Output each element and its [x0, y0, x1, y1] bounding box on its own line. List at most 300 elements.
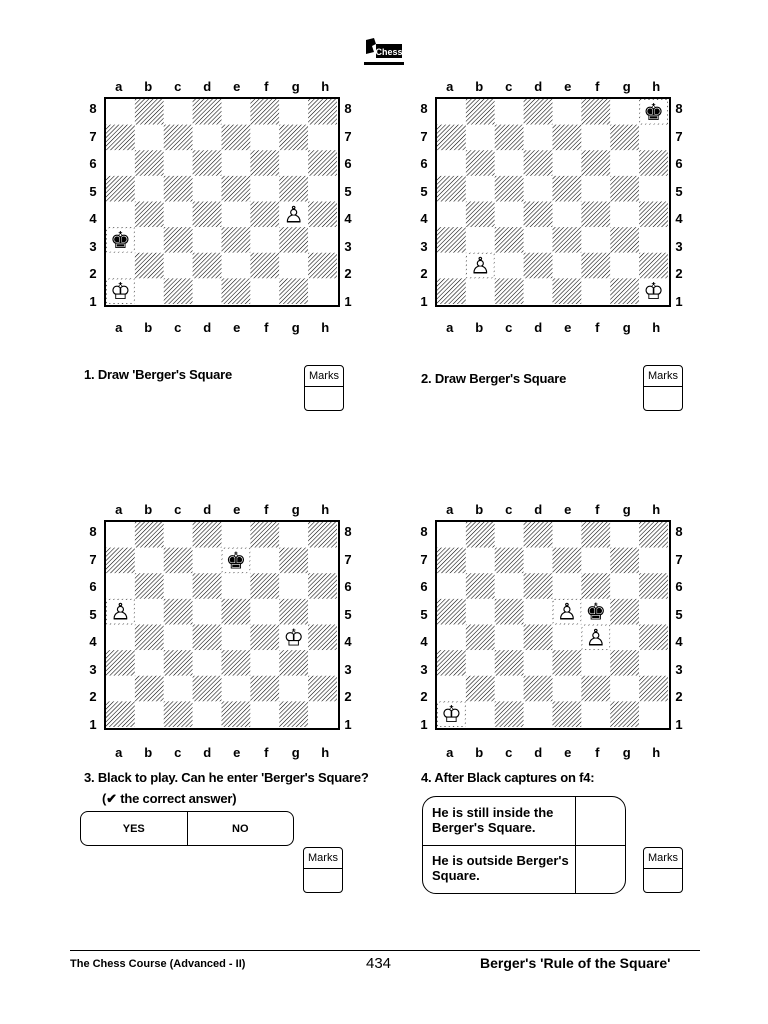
light-square [135, 650, 164, 676]
file-label: b [144, 502, 153, 517]
light-square [553, 150, 582, 176]
dark-square [135, 625, 164, 651]
dark-square [250, 573, 279, 599]
dark-square [524, 202, 553, 228]
file-label: e [564, 79, 572, 94]
file-label: f [595, 745, 600, 760]
question-1: 1. Draw 'Berger's Square [84, 367, 233, 382]
light-square [610, 625, 639, 651]
rank-label: 4 [344, 211, 352, 226]
dark-square [581, 253, 610, 279]
dark-square [437, 548, 466, 574]
light-square [581, 548, 610, 574]
file-label: a [446, 745, 454, 760]
light-square [553, 573, 582, 599]
light-square [222, 150, 251, 176]
file-label: b [475, 745, 484, 760]
dark-square [106, 548, 135, 574]
light-square [610, 573, 639, 599]
light-square [164, 573, 193, 599]
rank-label: 3 [420, 661, 428, 677]
dark-square [164, 125, 193, 151]
light-square [164, 99, 193, 125]
dark-square [524, 99, 553, 125]
ranks-right-2 [672, 101, 686, 311]
dark-square [553, 650, 582, 676]
file-label: f [264, 320, 269, 335]
light-square [222, 676, 251, 702]
dark-square [495, 176, 524, 202]
white-pawn-icon: ♙ [585, 625, 607, 652]
rank-label: 8 [675, 101, 683, 116]
dark-square [610, 176, 639, 202]
dark-square [164, 548, 193, 574]
dark-square [222, 650, 251, 676]
dark-square [639, 253, 668, 279]
rank-label: 1 [420, 716, 428, 732]
light-square [581, 176, 610, 202]
light-square [639, 125, 668, 151]
files-top-1 [104, 79, 344, 93]
file-label: e [233, 320, 241, 335]
rank-label: 7 [344, 551, 352, 567]
file-label: f [595, 320, 600, 335]
file-label: d [534, 320, 543, 335]
rank-label: 4 [89, 211, 97, 226]
logo-text: Chess [375, 47, 403, 57]
dark-square [553, 278, 582, 304]
files-bottom-1 [104, 320, 344, 334]
dark-square [553, 176, 582, 202]
dark-square [193, 676, 222, 702]
light-square [610, 99, 639, 125]
files-bottom-4 [435, 745, 675, 759]
light-square [135, 599, 164, 625]
light-square [193, 548, 222, 574]
file-label: a [446, 502, 454, 517]
light-square [466, 227, 495, 253]
light-square [553, 253, 582, 279]
light-square [222, 573, 251, 599]
marks-box-1[interactable] [304, 365, 344, 411]
option-inside-checkbox[interactable] [575, 797, 626, 845]
black-king-icon: ♚ [585, 599, 607, 626]
file-label: b [475, 79, 484, 94]
dark-square [466, 99, 495, 125]
dark-square [164, 599, 193, 625]
dark-square [524, 625, 553, 651]
option-outside-checkbox[interactable] [575, 845, 626, 893]
dark-square [553, 548, 582, 574]
light-square [193, 650, 222, 676]
light-square [639, 599, 668, 625]
dark-square [437, 599, 466, 625]
file-label: g [622, 320, 631, 335]
light-square [553, 99, 582, 125]
dark-square [495, 548, 524, 574]
dark-square [610, 227, 639, 253]
file-label: d [203, 79, 212, 94]
light-square [250, 650, 279, 676]
light-square [222, 202, 251, 228]
light-square [581, 650, 610, 676]
yes-no-answer [80, 811, 294, 846]
file-label: c [174, 502, 182, 517]
dark-square [250, 676, 279, 702]
dark-square [135, 202, 164, 228]
dark-square [193, 99, 222, 125]
dark-square [193, 202, 222, 228]
rank-label: 6 [344, 156, 352, 171]
rank-label: 5 [420, 606, 428, 622]
dark-square [524, 150, 553, 176]
option-inside-text: He is still inside the Berger's Square. [432, 805, 554, 835]
light-square [610, 522, 639, 548]
dark-square [250, 625, 279, 651]
light-square [279, 522, 308, 548]
files-top-4 [435, 502, 675, 516]
dark-square [639, 150, 668, 176]
files-top-2 [435, 79, 675, 93]
ranks-right-3 [341, 524, 355, 734]
ranks-left-2 [417, 101, 431, 311]
file-label: c [505, 745, 513, 760]
light-square [308, 125, 337, 151]
file-label: h [652, 745, 661, 760]
light-square [581, 227, 610, 253]
ranks-right-1 [341, 101, 355, 311]
light-square [610, 253, 639, 279]
dark-square [308, 150, 337, 176]
dark-square [437, 227, 466, 253]
light-square [193, 227, 222, 253]
light-square [135, 125, 164, 151]
file-label: f [595, 79, 600, 94]
light-square [610, 676, 639, 702]
light-square [222, 99, 251, 125]
rank-label: 4 [420, 211, 428, 226]
light-square [279, 253, 308, 279]
rank-label: 4 [89, 634, 97, 649]
light-square [437, 522, 466, 548]
file-label: b [144, 745, 153, 760]
ranks-right-4 [672, 524, 686, 734]
light-square [193, 701, 222, 727]
file-label: g [291, 79, 300, 94]
rank-label: 8 [675, 524, 683, 539]
file-label: g [622, 502, 631, 517]
file-label: g [622, 745, 631, 760]
rank-label: 2 [675, 266, 683, 281]
light-square [553, 676, 582, 702]
white-king-icon: ♔ [110, 279, 131, 304]
file-label: c [174, 320, 182, 335]
rank-label: 7 [89, 551, 97, 567]
rank-label: 6 [89, 579, 97, 594]
light-square [524, 227, 553, 253]
question-3: 3. Black to play. Can he enter 'Berger's Square? [84, 770, 369, 785]
light-square [495, 150, 524, 176]
ranks-left-3 [86, 524, 100, 734]
white-king-icon: ♔ [283, 625, 304, 652]
dark-square [610, 599, 639, 625]
file-label: c [505, 79, 513, 94]
dark-square [250, 99, 279, 125]
dark-square [164, 176, 193, 202]
dark-square [466, 573, 495, 599]
light-square [222, 253, 251, 279]
rank-label: 2 [420, 689, 428, 704]
file-label: e [564, 320, 572, 335]
dark-square [581, 676, 610, 702]
light-square [106, 99, 135, 125]
rank-label: 6 [89, 156, 97, 171]
option-inside[interactable] [423, 797, 625, 846]
dark-square [279, 278, 308, 304]
black-king-icon: ♚ [110, 227, 131, 254]
light-square [437, 676, 466, 702]
rank-label: 6 [675, 156, 683, 171]
file-label: e [233, 502, 241, 517]
file-label: d [203, 745, 212, 760]
rank-label: 6 [420, 156, 428, 171]
light-square [466, 176, 495, 202]
question-2: 2. Draw Berger's Square [421, 371, 567, 386]
dark-square [495, 227, 524, 253]
file-label: f [264, 745, 269, 760]
file-label: g [622, 79, 631, 94]
dark-square [466, 676, 495, 702]
rank-label: 1 [675, 716, 683, 732]
light-square [193, 278, 222, 304]
light-square [106, 676, 135, 702]
marks-box-4[interactable] [643, 847, 683, 893]
light-square [581, 278, 610, 304]
dark-square [437, 278, 466, 304]
light-square [250, 278, 279, 304]
light-square [193, 176, 222, 202]
rank-label: 3 [344, 661, 352, 677]
file-label: b [475, 502, 484, 517]
marks-label: Marks [305, 366, 343, 387]
file-label: f [264, 502, 269, 517]
rank-label: 4 [675, 211, 683, 226]
rank-label: 8 [420, 524, 428, 539]
light-square [437, 150, 466, 176]
light-square [222, 522, 251, 548]
light-square [250, 599, 279, 625]
dark-square [308, 676, 337, 702]
dark-square [466, 202, 495, 228]
rank-label: 7 [420, 128, 428, 144]
rank-label: 4 [675, 634, 683, 649]
marks-label: Marks [304, 848, 342, 869]
light-square [106, 150, 135, 176]
light-square [495, 253, 524, 279]
light-square [524, 650, 553, 676]
dark-square [524, 676, 553, 702]
question-3-hint: (✔ the correct answer) [102, 791, 237, 806]
option-outside-text: He is outside Berger's Square. [432, 853, 569, 883]
file-label: e [233, 79, 241, 94]
light-square [250, 548, 279, 574]
files-bottom-3 [104, 745, 344, 759]
file-label: d [203, 502, 212, 517]
ranks-left-4 [417, 524, 431, 734]
dark-square [222, 701, 251, 727]
light-square [495, 99, 524, 125]
rank-label: 1 [420, 293, 428, 309]
chess-board-4 [435, 520, 671, 730]
light-square [279, 99, 308, 125]
light-square [610, 202, 639, 228]
dark-square [279, 599, 308, 625]
file-label: a [446, 320, 454, 335]
dark-square [279, 650, 308, 676]
rank-label: 4 [420, 634, 428, 649]
dark-square [308, 573, 337, 599]
dark-square [193, 150, 222, 176]
file-label: e [564, 745, 572, 760]
dark-square [495, 278, 524, 304]
dark-square [164, 701, 193, 727]
rank-label: 8 [344, 524, 352, 539]
light-square [495, 202, 524, 228]
dark-square [135, 150, 164, 176]
rank-label: 6 [675, 579, 683, 594]
light-square [581, 701, 610, 727]
file-label: d [534, 502, 543, 517]
rank-label: 5 [420, 183, 428, 199]
dark-square [553, 227, 582, 253]
light-square [437, 253, 466, 279]
dark-square [222, 125, 251, 151]
light-square [524, 125, 553, 151]
dark-square [222, 599, 251, 625]
light-square [164, 522, 193, 548]
light-square [106, 202, 135, 228]
white-pawn-icon: ♙ [470, 253, 491, 280]
ranks-left-1 [86, 101, 100, 311]
rank-label: 5 [675, 606, 683, 622]
rank-label: 5 [89, 183, 97, 199]
question-4: 4. After Black captures on f4: [421, 770, 595, 785]
light-square [610, 150, 639, 176]
light-square [495, 573, 524, 599]
light-square [639, 176, 668, 202]
light-square [106, 625, 135, 651]
file-label: h [321, 502, 330, 517]
dark-square [524, 253, 553, 279]
rank-label: 7 [344, 128, 352, 144]
rank-label: 1 [89, 293, 97, 309]
dark-square [581, 522, 610, 548]
rank-label: 2 [89, 689, 97, 704]
dark-square [610, 701, 639, 727]
light-square [639, 227, 668, 253]
rank-label: 7 [420, 551, 428, 567]
dark-square [466, 150, 495, 176]
dark-square [164, 650, 193, 676]
dark-square [553, 125, 582, 151]
dark-square [222, 227, 251, 253]
answer-options [422, 796, 626, 894]
rank-label: 5 [675, 183, 683, 199]
rank-label: 1 [89, 716, 97, 732]
rank-label: 8 [420, 101, 428, 116]
no-option[interactable]: NO [232, 822, 249, 835]
light-square [106, 573, 135, 599]
dark-square [524, 522, 553, 548]
marks-box-2[interactable] [643, 365, 683, 411]
file-label: c [505, 502, 513, 517]
light-square [524, 599, 553, 625]
rank-label: 2 [344, 689, 352, 704]
marks-box-3[interactable] [303, 847, 343, 893]
rank-label: 6 [344, 579, 352, 594]
dark-square [437, 176, 466, 202]
light-square [495, 522, 524, 548]
white-pawn-icon: ♙ [556, 599, 578, 626]
light-square [466, 548, 495, 574]
dark-square [279, 125, 308, 151]
light-square [308, 701, 337, 727]
light-square [466, 701, 495, 727]
white-king-icon: ♔ [643, 279, 664, 304]
light-square [437, 625, 466, 651]
yes-option[interactable]: YES [81, 812, 188, 845]
black-king-icon: ♚ [643, 99, 664, 126]
dark-square [553, 701, 582, 727]
dark-square [308, 253, 337, 279]
file-label: a [115, 745, 123, 760]
dark-square [581, 573, 610, 599]
file-label: h [321, 79, 330, 94]
dark-square [193, 573, 222, 599]
light-square [164, 676, 193, 702]
dark-square [610, 278, 639, 304]
dark-square [495, 125, 524, 151]
rank-label: 2 [420, 266, 428, 281]
light-square [466, 125, 495, 151]
marks-label: Marks [644, 366, 682, 387]
dark-square [135, 253, 164, 279]
footer-topic: Berger's 'Rule of the Square' [480, 955, 671, 971]
dark-square [193, 253, 222, 279]
dark-square [164, 227, 193, 253]
light-square [135, 548, 164, 574]
footer-rule [70, 950, 700, 951]
file-label: h [321, 745, 330, 760]
dark-square [222, 176, 251, 202]
page-number: 434 [366, 955, 392, 972]
file-label: a [115, 320, 123, 335]
light-square [466, 650, 495, 676]
rank-label: 3 [89, 661, 97, 677]
file-label: e [233, 745, 241, 760]
rank-label: 3 [420, 238, 428, 254]
chess-logo [360, 36, 408, 70]
dark-square [279, 701, 308, 727]
light-square [135, 176, 164, 202]
file-label: d [534, 79, 543, 94]
light-square [639, 650, 668, 676]
dark-square [308, 99, 337, 125]
option-outside[interactable] [423, 845, 625, 893]
file-label: e [564, 502, 572, 517]
rank-label: 3 [89, 238, 97, 254]
dark-square [279, 176, 308, 202]
